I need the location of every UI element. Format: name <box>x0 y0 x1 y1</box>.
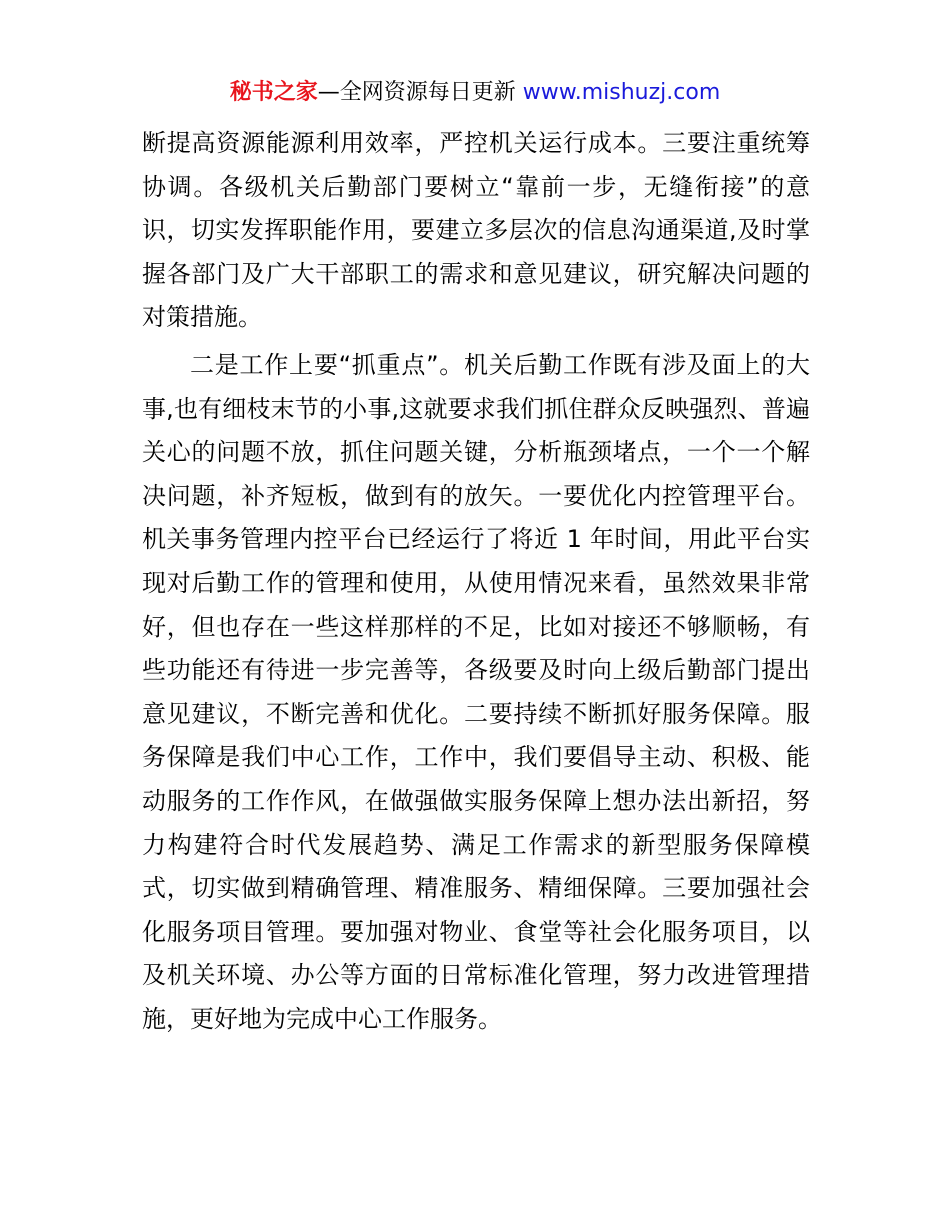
header-site-link[interactable]: www.mishuzj.com <box>522 80 721 105</box>
page-header <box>0 78 950 108</box>
header-tagline: 全网资源每日更新 <box>339 80 516 105</box>
document-body <box>142 122 810 1041</box>
header-brand: 秘书之家 <box>229 80 318 105</box>
paragraph-key-points: 二是工作上要“抓重点”。机关后勤工作既有涉及面上的大事,也有细枝末节的小事,这就要求我们抓住群众反映强烈、普遍关心的问题不放，抓住问题关键，分析瓶颈堵点，一个一个解决问题，补齐短板，做到有的放矢。一要优化内控管理平台。机关事务管理内控平台已经运行了将近 1 年时间，用此平台实现对后勤工作的管理和使用，从使用情况来看，虽然效果非常好，但也存在一些这样那样的不足，比如对接还不够顺畅，有些功能还有待进一步完善等，各级要及时向上级后勤部门提出意见建议，不断完善和优化。二要持续不断抓好服务保障。服务保障是我们中心工作，工作中，我们要倡导主动、积极、能动服务的工作作风，在做强做实服务保障上想办法出新招，努力构建符合时代发展趋势、满足工作需求的新型服务保障模式，切实做到精确管理、精准服务、精细保障。三要加强社会化服务项目管理。要加强对物业、食堂等社会化服务项目，以及机关环境、办公等方面的日常标准化管理，努力改进管理措施，更好地为完成中心工作服务。 <box>142 350 810 1033</box>
header-dash: — <box>317 80 340 105</box>
paragraph-continued: 断提高资源能源利用效率，严控机关运行成本。三要注重统筹协调。各级机关后勤部门要树立“靠前一步，无缝衔接”的意识，切实发挥职能作用，要建立多层次的信息沟通渠道,及时掌握各部门及广大干部职工的需求和意见建议，研究解决问题的对策措施。 <box>142 129 810 332</box>
